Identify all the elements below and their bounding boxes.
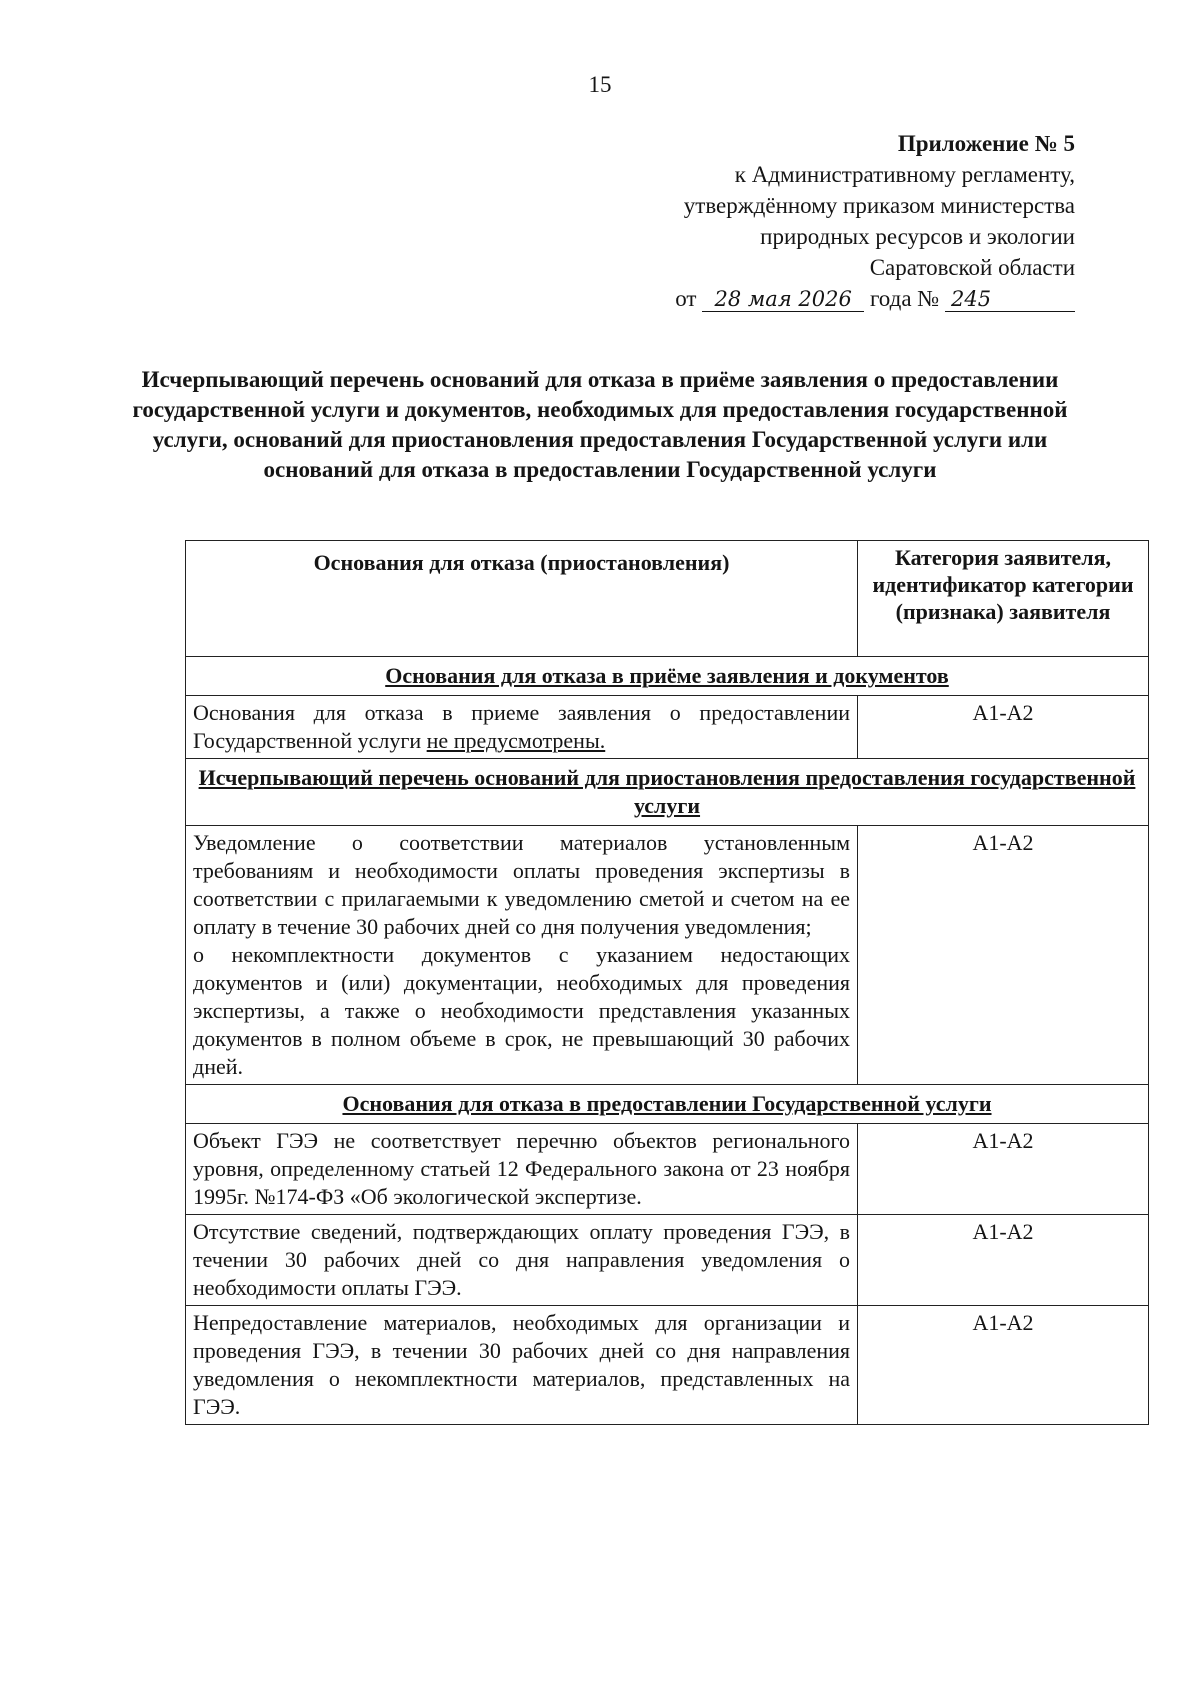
- header-category: Категория заявителя, идентификатор категории (признака) заявителя: [858, 541, 1149, 657]
- reason-cell: [186, 826, 858, 1085]
- category-code: А1-А2: [858, 826, 1149, 1085]
- reason-text: Основания для отказа в приеме заявления о предоставлении Государственной услуги: [193, 700, 850, 753]
- category-code: А1-А2: [858, 1215, 1149, 1306]
- reason-cell: Непредоставление материалов, необходимых для организации и проведения ГЭЭ, в течении 30 рабочих дней со дня направления уведомления о некомплектности материалов, представленных на ГЭЭ.: [186, 1306, 858, 1425]
- appendix-line-1: к Административному регламенту,: [734, 162, 1075, 187]
- reason-cell: Отсутствие сведений, подтверждающих оплату проведения ГЭЭ, в течении 30 рабочих дней со дня направления уведомления о необходимости оплаты ГЭЭ.: [186, 1215, 858, 1306]
- handwritten-order-number: 245: [945, 287, 1075, 312]
- section-heading-reception: Основания для отказа в приёме заявления и документов: [186, 657, 1149, 696]
- table-row: [186, 826, 1149, 1085]
- table-header-row: [186, 541, 1149, 657]
- order-date-line: [515, 283, 1075, 314]
- appendix-line-3: природных ресурсов и экологии: [760, 224, 1075, 249]
- appendix-block: [515, 128, 1075, 314]
- reason-cell: [186, 696, 858, 759]
- grounds-table: [185, 540, 1149, 1425]
- document-title: Исчерпывающий перечень оснований для отказа в приёме заявления о предоставлении государственной услуги и документов, необходимых для предоставления государственной услуги, оснований для приостановления предоставления Государственной услуги или оснований для отказа в предоставлении Государственной услуги: [132, 367, 1068, 482]
- appendix-line-2: утверждённому приказом министерства: [683, 193, 1075, 218]
- header-grounds: Основания для отказа (приостановления): [186, 541, 858, 657]
- year-number-label: года №: [869, 286, 940, 311]
- table-row: [186, 1124, 1149, 1215]
- category-code: А1-А2: [858, 1306, 1149, 1425]
- appendix-line-4: Саратовской области: [869, 255, 1075, 280]
- page-number: 15: [588, 72, 612, 97]
- table-row: [186, 1215, 1149, 1306]
- reason-cell: Объект ГЭЭ не соответствует перечню объектов регионального уровня, определенному статьей 12 Федерального закона от 23 ноября 1995г. №174-ФЗ «Об экологической экспертизе.: [186, 1124, 858, 1215]
- reason-text-2: о некомплектности документов с указанием недостающих документов и (или) документации, необходимых для проведения экспертизы, а также о необходимости представления указанных документов в полном объеме в срок, не превышающий 30 рабочих дней.: [193, 942, 850, 1079]
- table-row: [186, 696, 1149, 759]
- section-heading-row: [186, 657, 1149, 696]
- reason-text: Уведомление о соответствии материалов установленным требованиям и необходимости оплаты проведения экспертизы в соответствии с прилагаемыми к уведомлению сметой и счетом на ее оплату в течение 30 рабочих дней со дня получения уведомления;: [193, 830, 850, 939]
- section-heading-row: [186, 759, 1149, 826]
- from-label: от: [675, 286, 697, 311]
- category-code: А1-А2: [858, 696, 1149, 759]
- table-row: [186, 1306, 1149, 1425]
- category-code: А1-А2: [858, 1124, 1149, 1215]
- section-heading-suspension: Исчерпывающий перечень оснований для приостановления предоставления государственной услуги: [186, 759, 1149, 826]
- section-heading-refusal: Основания для отказа в предоставлении Государственной услуги: [186, 1085, 1149, 1124]
- appendix-title: Приложение № 5: [897, 131, 1075, 156]
- handwritten-date: 28 мая 2026: [702, 287, 864, 312]
- section-heading-row: [186, 1085, 1149, 1124]
- reason-text-underlined: не предусмотрены.: [426, 728, 606, 753]
